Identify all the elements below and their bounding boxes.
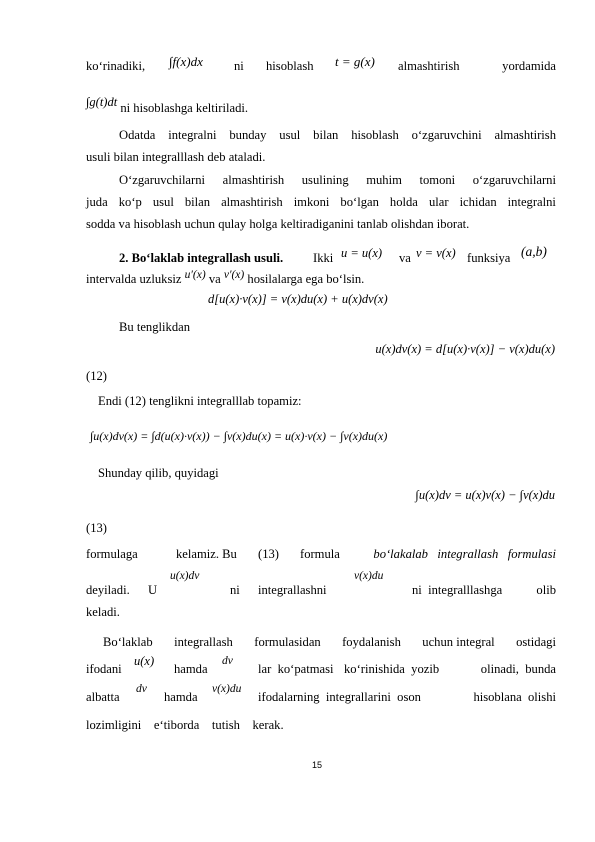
text-yordamida: yordamida <box>502 59 556 73</box>
p5-line-1 <box>103 634 556 650</box>
formula-d-uv: d[u(x)·v(x)] = v(x)du(x) + u(x)dv(x) <box>208 292 388 306</box>
formula-v: v = v(x) <box>416 246 456 260</box>
word: O‘zgaruvchilarni <box>119 173 206 187</box>
formula-ux: u(x) <box>134 654 155 668</box>
word: foydalanish <box>342 635 401 649</box>
word: bunday <box>229 128 267 142</box>
section-title: 2. Bo‘laklab integrallash usuli. <box>119 251 284 265</box>
p5-line-4: lozimligini e‘tiborda tutish kerak. <box>86 718 284 732</box>
word: uchun integral <box>422 635 495 649</box>
word: lar ko‘patmasi <box>258 662 334 676</box>
formula-udv: u(x)dv(x) = d[u(x)·v(x)] − v(x)du(x) <box>375 342 555 356</box>
p2-line-3: sodda va hisoblash uchun qulay holga keltiradiganini tanlab olishdan iborat. <box>86 217 470 231</box>
formula-u: u = u(x) <box>341 246 383 260</box>
word: almashtirish <box>494 128 556 142</box>
word: hamda <box>174 662 208 676</box>
text-funksiya: funksiya <box>467 251 511 265</box>
text-hisoblashga: ni hisoblashga keltiriladi. <box>120 101 249 115</box>
text-bu-tenglikdan: Bu tenglikdan <box>119 320 191 334</box>
formula-udv-small: u(x)dv <box>170 570 200 582</box>
word: hisoblana olishi <box>473 690 556 704</box>
formula-vdu-small: v(x)du <box>354 570 384 582</box>
word: Odatda <box>119 128 156 142</box>
word: ni integralllashga <box>412 583 503 597</box>
word: formulasidan <box>254 635 321 649</box>
word: ko‘rinishida yozib <box>344 662 440 676</box>
text-almashtirish: almashtirish <box>398 59 460 73</box>
text-va: va <box>399 251 411 265</box>
word: ni <box>230 583 240 597</box>
word: o‘zgaruvchini <box>411 128 482 142</box>
p2-line-1 <box>119 172 556 188</box>
text-ni: ni <box>234 59 244 73</box>
word: olib <box>536 583 556 597</box>
word: ifodalarning integrallarini oson <box>258 690 421 704</box>
italic-formula-name: bo‘lakalab integrallash formulasi <box>373 547 556 561</box>
text-shunday: Shunday qilib, quyidagi <box>98 466 219 480</box>
word: formula <box>300 547 340 561</box>
word: imkoni <box>293 195 330 209</box>
formula-integral-eq: ∫u(x)dv(x) = ∫d(u(x)·v(x)) − ∫v(x)du(x) = u(x)·v(x) − ∫v(x)du(x) <box>90 429 388 443</box>
word: bilan <box>184 195 211 209</box>
formula-dv-2: dv <box>136 683 147 695</box>
text-korinadiki: ko‘rinadiki, <box>86 59 146 73</box>
word: ostidagi <box>516 635 556 649</box>
word: deyiladi. <box>86 583 130 597</box>
formula-dv: dv <box>222 655 233 667</box>
word: tomoni <box>419 173 456 187</box>
formula-t-gx: t = g(x) <box>335 54 375 69</box>
word: muhim <box>366 173 402 187</box>
word: juda <box>86 195 108 209</box>
word: ichidan <box>459 195 497 209</box>
text-hosila: hosilalarga ega bo‘lsin. <box>247 272 365 286</box>
word: Bo‘laklab <box>103 635 153 649</box>
page-number: 15 <box>312 760 323 770</box>
word: olinadi, bunda <box>480 662 556 676</box>
formula-int-gt: ∫g(t)dt <box>86 95 118 109</box>
eq-label-13: (13) <box>86 521 107 535</box>
word: holda <box>389 195 418 209</box>
text-hisoblash: hisoblash <box>266 59 314 73</box>
p1-line-2: usuli bilan integralllash deb ataladi. <box>86 150 266 164</box>
eq-label-12: (12) <box>86 369 107 383</box>
text-endi: Endi (12) tenglikni integralllab topamiz: <box>98 394 302 408</box>
word: usulining <box>301 173 349 187</box>
word: o‘zgaruvchilarni <box>472 173 556 187</box>
word: hisoblash <box>351 128 399 142</box>
formula-vdu-2: v(x)du <box>212 683 242 695</box>
word: U <box>148 583 158 597</box>
formula-int-fx: ∫f(x)dx <box>169 54 203 69</box>
word: ular <box>428 195 449 209</box>
word: ko‘p <box>118 195 142 209</box>
word: almashtirish <box>222 173 285 187</box>
word: almashtirish <box>221 195 283 209</box>
text-interval: intervalda uzluksiz <box>86 272 182 286</box>
formula-final: ∫u(x)dv = u(x)v(x) − ∫v(x)du <box>415 488 555 502</box>
text-ikki: Ikki <box>313 251 334 265</box>
word: hamda <box>164 690 198 704</box>
p4-line-3: keladi. <box>86 605 120 619</box>
word: (13) <box>258 547 279 561</box>
formula-v-prime: v′(x) <box>223 269 245 281</box>
line-2 <box>86 95 249 116</box>
word: usul <box>279 128 301 142</box>
word: formulaga <box>86 547 138 561</box>
word: bo‘lgan <box>340 195 379 209</box>
word: integralni <box>168 128 217 142</box>
word: integralni <box>507 195 556 209</box>
word: integrallash <box>174 635 233 649</box>
p1-line-1 <box>119 127 556 143</box>
p2-line-2 <box>86 194 556 210</box>
formula-ab: (a,b) <box>521 244 547 259</box>
word: albatta <box>86 690 120 704</box>
formula-u-prime: u′(x) <box>184 269 206 281</box>
text-va: va <box>208 272 221 286</box>
word: bilan <box>313 128 339 142</box>
word: kelamiz. Bu <box>176 547 237 561</box>
word: usul <box>152 195 174 209</box>
word: integrallashni <box>258 583 327 597</box>
word: ifodani <box>86 662 122 676</box>
p3-line-2 <box>86 271 364 288</box>
